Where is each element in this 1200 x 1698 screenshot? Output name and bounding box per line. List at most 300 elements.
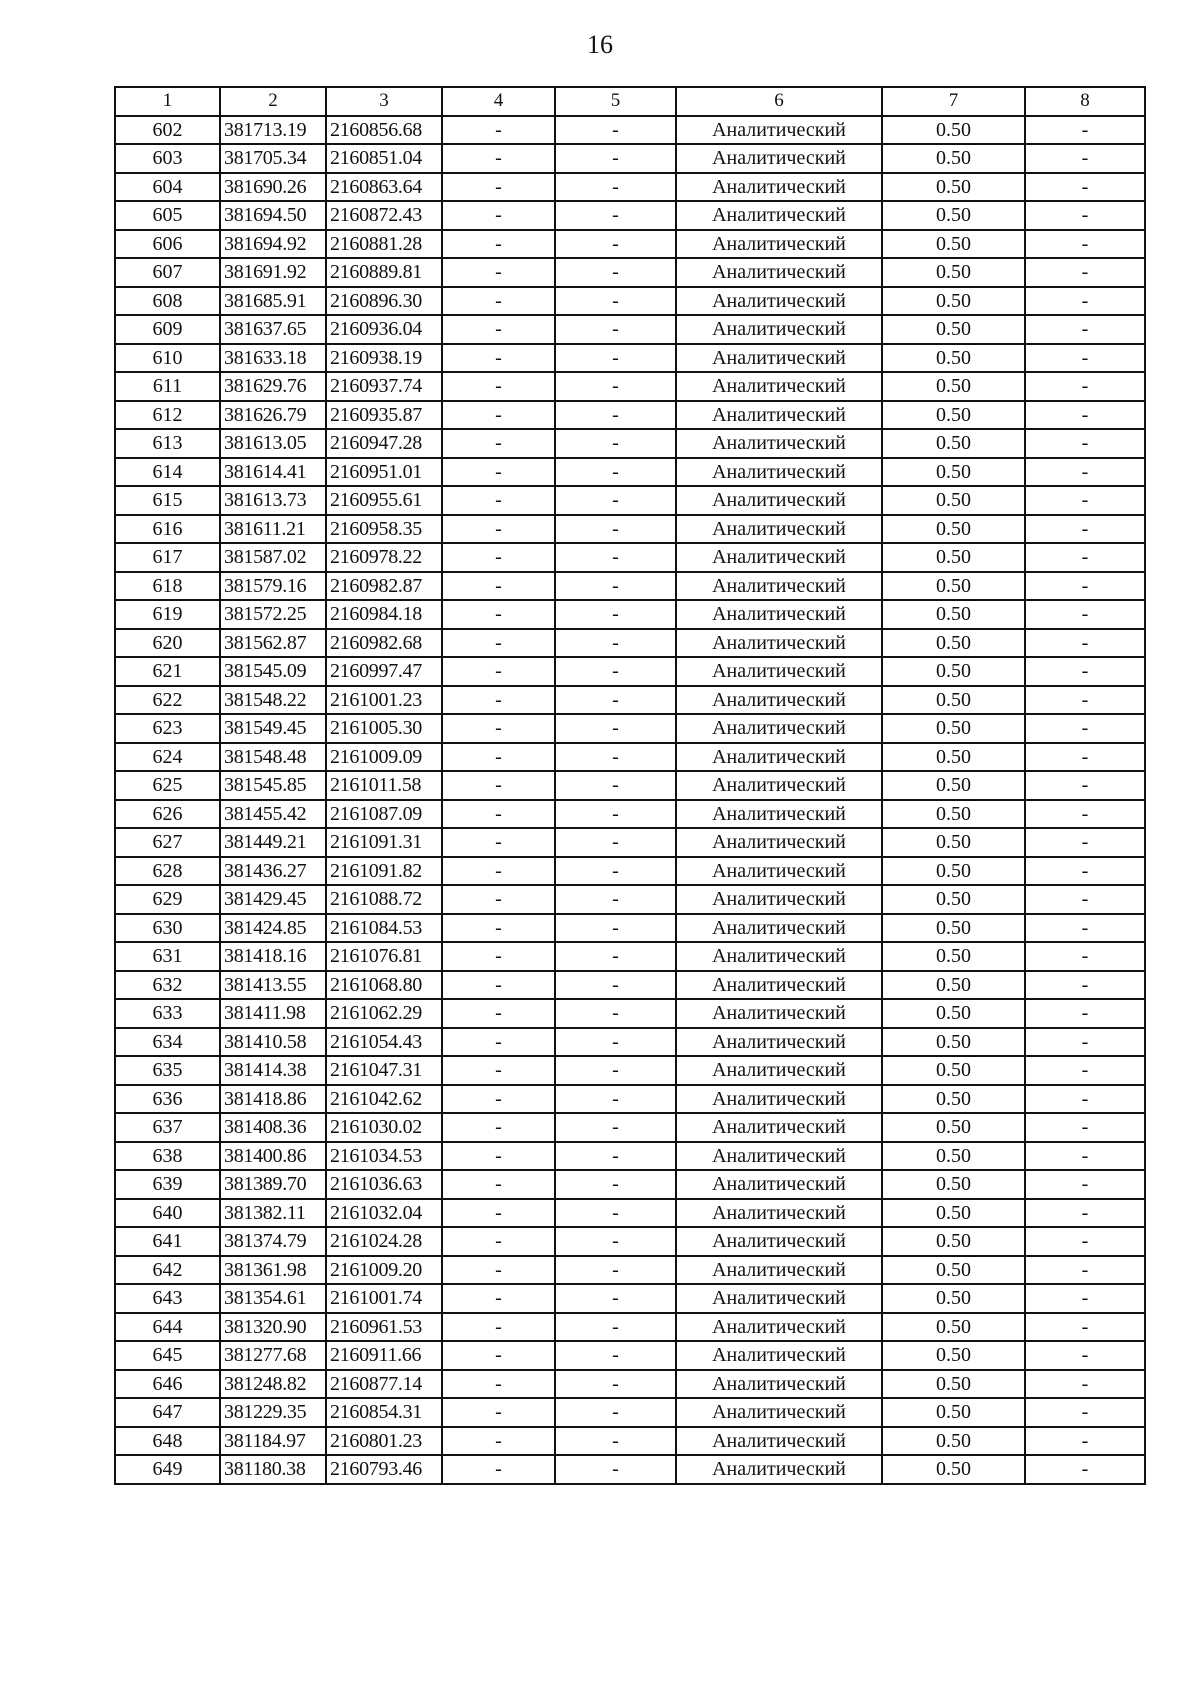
point-number-cell: 607 — [115, 258, 220, 287]
column-5-cell: - — [555, 657, 676, 686]
column-4-cell: - — [442, 315, 555, 344]
column-5-cell: - — [555, 1113, 676, 1142]
column-5-cell: - — [555, 1142, 676, 1171]
x-coordinate-cell: 381629.76 — [220, 372, 326, 401]
y-coordinate-cell: 2160982.68 — [326, 629, 442, 658]
column-5-cell: - — [555, 1427, 676, 1456]
column-5-cell: - — [555, 258, 676, 287]
accuracy-cell: 0.50 — [882, 173, 1025, 202]
x-coordinate-cell: 381180.38 — [220, 1455, 326, 1484]
y-coordinate-cell: 2160801.23 — [326, 1427, 442, 1456]
y-coordinate-cell: 2161062.29 — [326, 999, 442, 1028]
table-row — [115, 1398, 1145, 1427]
accuracy-cell: 0.50 — [882, 629, 1025, 658]
column-8-cell: - — [1025, 1056, 1145, 1085]
x-coordinate-cell: 381572.25 — [220, 600, 326, 629]
method-cell: Аналитический — [676, 1284, 882, 1313]
point-number-cell: 633 — [115, 999, 220, 1028]
point-number-cell: 603 — [115, 144, 220, 173]
method-cell: Аналитический — [676, 828, 882, 857]
column-8-cell: - — [1025, 686, 1145, 715]
y-coordinate-cell: 2160854.31 — [326, 1398, 442, 1427]
method-cell: Аналитический — [676, 1370, 882, 1399]
method-cell: Аналитический — [676, 1427, 882, 1456]
point-number-cell: 604 — [115, 173, 220, 202]
method-cell: Аналитический — [676, 657, 882, 686]
column-4-cell: - — [442, 429, 555, 458]
column-4-cell: - — [442, 1056, 555, 1085]
column-8-cell: - — [1025, 1284, 1145, 1313]
column-header: 6 — [676, 87, 882, 116]
method-cell: Аналитический — [676, 144, 882, 173]
table-row — [115, 1056, 1145, 1085]
column-4-cell: - — [442, 401, 555, 430]
column-8-cell: - — [1025, 116, 1145, 145]
column-5-cell: - — [555, 1085, 676, 1114]
column-5-cell: - — [555, 287, 676, 316]
point-number-cell: 635 — [115, 1056, 220, 1085]
accuracy-cell: 0.50 — [882, 942, 1025, 971]
column-header: 7 — [882, 87, 1025, 116]
x-coordinate-cell: 381637.65 — [220, 315, 326, 344]
point-number-cell: 612 — [115, 401, 220, 430]
table-row — [115, 1455, 1145, 1484]
table-row — [115, 1113, 1145, 1142]
column-8-cell: - — [1025, 1199, 1145, 1228]
column-4-cell: - — [442, 1284, 555, 1313]
table-row — [115, 1028, 1145, 1057]
method-cell: Аналитический — [676, 1170, 882, 1199]
column-8-cell: - — [1025, 230, 1145, 259]
column-5-cell: - — [555, 486, 676, 515]
point-number-cell: 629 — [115, 885, 220, 914]
method-cell: Аналитический — [676, 315, 882, 344]
column-4-cell: - — [442, 1256, 555, 1285]
column-5-cell: - — [555, 1227, 676, 1256]
method-cell: Аналитический — [676, 971, 882, 1000]
method-cell: Аналитический — [676, 1455, 882, 1484]
column-5-cell: - — [555, 116, 676, 145]
accuracy-cell: 0.50 — [882, 999, 1025, 1028]
column-4-cell: - — [442, 372, 555, 401]
column-8-cell: - — [1025, 942, 1145, 971]
x-coordinate-cell: 381418.86 — [220, 1085, 326, 1114]
method-cell: Аналитический — [676, 1341, 882, 1370]
column-5-cell: - — [555, 885, 676, 914]
table-row — [115, 315, 1145, 344]
accuracy-cell: 0.50 — [882, 429, 1025, 458]
table-body — [115, 116, 1145, 1484]
point-number-cell: 625 — [115, 771, 220, 800]
column-5-cell: - — [555, 600, 676, 629]
point-number-cell: 628 — [115, 857, 220, 886]
method-cell: Аналитический — [676, 116, 882, 145]
column-8-cell: - — [1025, 600, 1145, 629]
x-coordinate-cell: 381424.85 — [220, 914, 326, 943]
column-8-cell: - — [1025, 372, 1145, 401]
y-coordinate-cell: 2160936.04 — [326, 315, 442, 344]
column-8-cell: - — [1025, 572, 1145, 601]
column-5-cell: - — [555, 743, 676, 772]
column-8-cell: - — [1025, 315, 1145, 344]
accuracy-cell: 0.50 — [882, 743, 1025, 772]
table-row — [115, 144, 1145, 173]
column-5-cell: - — [555, 629, 676, 658]
point-number-cell: 605 — [115, 201, 220, 230]
method-cell: Аналитический — [676, 686, 882, 715]
column-header: 1 — [115, 87, 220, 116]
x-coordinate-cell: 381382.11 — [220, 1199, 326, 1228]
table-row — [115, 629, 1145, 658]
accuracy-cell: 0.50 — [882, 857, 1025, 886]
table-row — [115, 258, 1145, 287]
column-8-cell: - — [1025, 401, 1145, 430]
x-coordinate-cell: 381389.70 — [220, 1170, 326, 1199]
point-number-cell: 623 — [115, 714, 220, 743]
method-cell: Аналитический — [676, 857, 882, 886]
column-8-cell: - — [1025, 201, 1145, 230]
y-coordinate-cell: 2161084.53 — [326, 914, 442, 943]
method-cell: Аналитический — [676, 885, 882, 914]
method-cell: Аналитический — [676, 458, 882, 487]
accuracy-cell: 0.50 — [882, 971, 1025, 1000]
method-cell: Аналитический — [676, 1142, 882, 1171]
y-coordinate-cell: 2161001.23 — [326, 686, 442, 715]
method-cell: Аналитический — [676, 743, 882, 772]
table-row — [115, 942, 1145, 971]
accuracy-cell: 0.50 — [882, 1056, 1025, 1085]
column-4-cell: - — [442, 629, 555, 658]
column-4-cell: - — [442, 144, 555, 173]
x-coordinate-cell: 381548.22 — [220, 686, 326, 715]
table-row — [115, 1142, 1145, 1171]
table-row — [115, 1227, 1145, 1256]
x-coordinate-cell: 381354.61 — [220, 1284, 326, 1313]
method-cell: Аналитический — [676, 999, 882, 1028]
accuracy-cell: 0.50 — [882, 657, 1025, 686]
accuracy-cell: 0.50 — [882, 1142, 1025, 1171]
table-row — [115, 686, 1145, 715]
column-8-cell: - — [1025, 458, 1145, 487]
column-5-cell: - — [555, 429, 676, 458]
column-5-cell: - — [555, 344, 676, 373]
method-cell: Аналитический — [676, 401, 882, 430]
accuracy-cell: 0.50 — [882, 771, 1025, 800]
table-row — [115, 287, 1145, 316]
point-number-cell: 606 — [115, 230, 220, 259]
x-coordinate-cell: 381548.48 — [220, 743, 326, 772]
column-5-cell: - — [555, 1199, 676, 1228]
accuracy-cell: 0.50 — [882, 1370, 1025, 1399]
column-8-cell: - — [1025, 999, 1145, 1028]
table-row — [115, 1085, 1145, 1114]
y-coordinate-cell: 2161011.58 — [326, 771, 442, 800]
accuracy-cell: 0.50 — [882, 144, 1025, 173]
table-row — [115, 372, 1145, 401]
y-coordinate-cell: 2161009.20 — [326, 1256, 442, 1285]
x-coordinate-cell: 381549.45 — [220, 714, 326, 743]
point-number-cell: 636 — [115, 1085, 220, 1114]
table-row — [115, 458, 1145, 487]
y-coordinate-cell: 2160889.81 — [326, 258, 442, 287]
accuracy-cell: 0.50 — [882, 1427, 1025, 1456]
x-coordinate-cell: 381694.92 — [220, 230, 326, 259]
column-8-cell: - — [1025, 1170, 1145, 1199]
table-row — [115, 1170, 1145, 1199]
y-coordinate-cell: 2161076.81 — [326, 942, 442, 971]
table-row — [115, 743, 1145, 772]
column-5-cell: - — [555, 971, 676, 1000]
method-cell: Аналитический — [676, 629, 882, 658]
point-number-cell: 648 — [115, 1427, 220, 1456]
y-coordinate-cell: 2160863.64 — [326, 173, 442, 202]
column-8-cell: - — [1025, 714, 1145, 743]
column-8-cell: - — [1025, 486, 1145, 515]
column-5-cell: - — [555, 515, 676, 544]
table-row — [115, 201, 1145, 230]
column-8-cell: - — [1025, 287, 1145, 316]
column-4-cell: - — [442, 1085, 555, 1114]
column-8-cell: - — [1025, 1085, 1145, 1114]
table-row — [115, 543, 1145, 572]
y-coordinate-cell: 2160947.28 — [326, 429, 442, 458]
method-cell: Аналитический — [676, 1398, 882, 1427]
x-coordinate-cell: 381705.34 — [220, 144, 326, 173]
accuracy-cell: 0.50 — [882, 1028, 1025, 1057]
x-coordinate-cell: 381545.09 — [220, 657, 326, 686]
x-coordinate-cell: 381414.38 — [220, 1056, 326, 1085]
column-8-cell: - — [1025, 1227, 1145, 1256]
column-5-cell: - — [555, 771, 676, 800]
column-5-cell: - — [555, 800, 676, 829]
table-row — [115, 572, 1145, 601]
y-coordinate-cell: 2160978.22 — [326, 543, 442, 572]
x-coordinate-cell: 381713.19 — [220, 116, 326, 145]
y-coordinate-cell: 2161091.82 — [326, 857, 442, 886]
column-4-cell: - — [442, 971, 555, 1000]
table-row — [115, 1427, 1145, 1456]
point-number-cell: 620 — [115, 629, 220, 658]
accuracy-cell: 0.50 — [882, 1341, 1025, 1370]
column-8-cell: - — [1025, 1427, 1145, 1456]
column-4-cell: - — [442, 942, 555, 971]
x-coordinate-cell: 381429.45 — [220, 885, 326, 914]
y-coordinate-cell: 2161054.43 — [326, 1028, 442, 1057]
x-coordinate-cell: 381436.27 — [220, 857, 326, 886]
column-8-cell: - — [1025, 1256, 1145, 1285]
table-row — [115, 1313, 1145, 1342]
accuracy-cell: 0.50 — [882, 1113, 1025, 1142]
column-4-cell: - — [442, 116, 555, 145]
column-4-cell: - — [442, 1113, 555, 1142]
accuracy-cell: 0.50 — [882, 885, 1025, 914]
column-4-cell: - — [442, 800, 555, 829]
column-5-cell: - — [555, 230, 676, 259]
point-number-cell: 610 — [115, 344, 220, 373]
table-row — [115, 657, 1145, 686]
y-coordinate-cell: 2160958.35 — [326, 515, 442, 544]
point-number-cell: 644 — [115, 1313, 220, 1342]
column-8-cell: - — [1025, 1313, 1145, 1342]
point-number-cell: 618 — [115, 572, 220, 601]
method-cell: Аналитический — [676, 344, 882, 373]
y-coordinate-cell: 2160793.46 — [326, 1455, 442, 1484]
column-8-cell: - — [1025, 258, 1145, 287]
column-5-cell: - — [555, 1284, 676, 1313]
column-4-cell: - — [442, 344, 555, 373]
y-coordinate-cell: 2160997.47 — [326, 657, 442, 686]
x-coordinate-cell: 381184.97 — [220, 1427, 326, 1456]
x-coordinate-cell: 381613.73 — [220, 486, 326, 515]
y-coordinate-cell: 2161036.63 — [326, 1170, 442, 1199]
method-cell: Аналитический — [676, 1028, 882, 1057]
column-5-cell: - — [555, 201, 676, 230]
table-row — [115, 1284, 1145, 1313]
accuracy-cell: 0.50 — [882, 686, 1025, 715]
method-cell: Аналитический — [676, 714, 882, 743]
point-number-cell: 619 — [115, 600, 220, 629]
point-number-cell: 632 — [115, 971, 220, 1000]
column-4-cell: - — [442, 600, 555, 629]
column-5-cell: - — [555, 714, 676, 743]
table-row — [115, 800, 1145, 829]
column-5-cell: - — [555, 857, 676, 886]
y-coordinate-cell: 2161009.09 — [326, 743, 442, 772]
column-4-cell: - — [442, 857, 555, 886]
y-coordinate-cell: 2160872.43 — [326, 201, 442, 230]
method-cell: Аналитический — [676, 1256, 882, 1285]
point-number-cell: 626 — [115, 800, 220, 829]
column-4-cell: - — [442, 743, 555, 772]
column-5-cell: - — [555, 1455, 676, 1484]
x-coordinate-cell: 381277.68 — [220, 1341, 326, 1370]
method-cell: Аналитический — [676, 800, 882, 829]
accuracy-cell: 0.50 — [882, 458, 1025, 487]
column-8-cell: - — [1025, 429, 1145, 458]
column-5-cell: - — [555, 1056, 676, 1085]
method-cell: Аналитический — [676, 1056, 882, 1085]
column-header: 8 — [1025, 87, 1145, 116]
accuracy-cell: 0.50 — [882, 1170, 1025, 1199]
table-row — [115, 1370, 1145, 1399]
table-row — [115, 1341, 1145, 1370]
point-number-cell: 646 — [115, 1370, 220, 1399]
x-coordinate-cell: 381248.82 — [220, 1370, 326, 1399]
point-number-cell: 642 — [115, 1256, 220, 1285]
point-number-cell: 621 — [115, 657, 220, 686]
table-row — [115, 885, 1145, 914]
y-coordinate-cell: 2160938.19 — [326, 344, 442, 373]
column-4-cell: - — [442, 1170, 555, 1199]
accuracy-cell: 0.50 — [882, 1199, 1025, 1228]
column-5-cell: - — [555, 1398, 676, 1427]
column-4-cell: - — [442, 885, 555, 914]
column-4-cell: - — [442, 230, 555, 259]
column-8-cell: - — [1025, 800, 1145, 829]
y-coordinate-cell: 2161091.31 — [326, 828, 442, 857]
point-number-cell: 639 — [115, 1170, 220, 1199]
column-5-cell: - — [555, 942, 676, 971]
method-cell: Аналитический — [676, 173, 882, 202]
accuracy-cell: 0.50 — [882, 1256, 1025, 1285]
table-row — [115, 971, 1145, 1000]
accuracy-cell: 0.50 — [882, 1284, 1025, 1313]
method-cell: Аналитический — [676, 429, 882, 458]
x-coordinate-cell: 381455.42 — [220, 800, 326, 829]
column-4-cell: - — [442, 686, 555, 715]
y-coordinate-cell: 2160982.87 — [326, 572, 442, 601]
method-cell: Аналитический — [676, 572, 882, 601]
method-cell: Аналитический — [676, 600, 882, 629]
accuracy-cell: 0.50 — [882, 201, 1025, 230]
column-4-cell: - — [442, 714, 555, 743]
x-coordinate-cell: 381626.79 — [220, 401, 326, 430]
column-4-cell: - — [442, 201, 555, 230]
column-4-cell: - — [442, 771, 555, 800]
column-4-cell: - — [442, 258, 555, 287]
y-coordinate-cell: 2160896.30 — [326, 287, 442, 316]
point-number-cell: 641 — [115, 1227, 220, 1256]
accuracy-cell: 0.50 — [882, 315, 1025, 344]
table-row — [115, 429, 1145, 458]
column-4-cell: - — [442, 657, 555, 686]
point-number-cell: 609 — [115, 315, 220, 344]
table-row — [115, 714, 1145, 743]
accuracy-cell: 0.50 — [882, 572, 1025, 601]
accuracy-cell: 0.50 — [882, 1313, 1025, 1342]
column-5-cell: - — [555, 914, 676, 943]
point-number-cell: 638 — [115, 1142, 220, 1171]
column-8-cell: - — [1025, 173, 1145, 202]
table-row — [115, 344, 1145, 373]
y-coordinate-cell: 2160951.01 — [326, 458, 442, 487]
x-coordinate-cell: 381320.90 — [220, 1313, 326, 1342]
accuracy-cell: 0.50 — [882, 116, 1025, 145]
table-row — [115, 173, 1145, 202]
column-5-cell: - — [555, 686, 676, 715]
column-8-cell: - — [1025, 1142, 1145, 1171]
method-cell: Аналитический — [676, 201, 882, 230]
point-number-cell: 627 — [115, 828, 220, 857]
accuracy-cell: 0.50 — [882, 1227, 1025, 1256]
accuracy-cell: 0.50 — [882, 372, 1025, 401]
column-4-cell: - — [442, 1398, 555, 1427]
coordinates-table — [114, 86, 1146, 1485]
x-coordinate-cell: 381685.91 — [220, 287, 326, 316]
column-4-cell: - — [442, 1341, 555, 1370]
y-coordinate-cell: 2161087.09 — [326, 800, 442, 829]
x-coordinate-cell: 381579.16 — [220, 572, 326, 601]
x-coordinate-cell: 381229.35 — [220, 1398, 326, 1427]
point-number-cell: 616 — [115, 515, 220, 544]
column-4-cell: - — [442, 1199, 555, 1228]
page-number: 16 — [587, 30, 613, 59]
table-row — [115, 116, 1145, 145]
column-5-cell: - — [555, 372, 676, 401]
y-coordinate-cell: 2160911.66 — [326, 1341, 442, 1370]
column-8-cell: - — [1025, 515, 1145, 544]
y-coordinate-cell: 2161005.30 — [326, 714, 442, 743]
y-coordinate-cell: 2161024.28 — [326, 1227, 442, 1256]
table-row — [115, 771, 1145, 800]
column-4-cell: - — [442, 458, 555, 487]
x-coordinate-cell: 381611.21 — [220, 515, 326, 544]
point-number-cell: 622 — [115, 686, 220, 715]
column-5-cell: - — [555, 1028, 676, 1057]
point-number-cell: 624 — [115, 743, 220, 772]
accuracy-cell: 0.50 — [882, 258, 1025, 287]
method-cell: Аналитический — [676, 372, 882, 401]
